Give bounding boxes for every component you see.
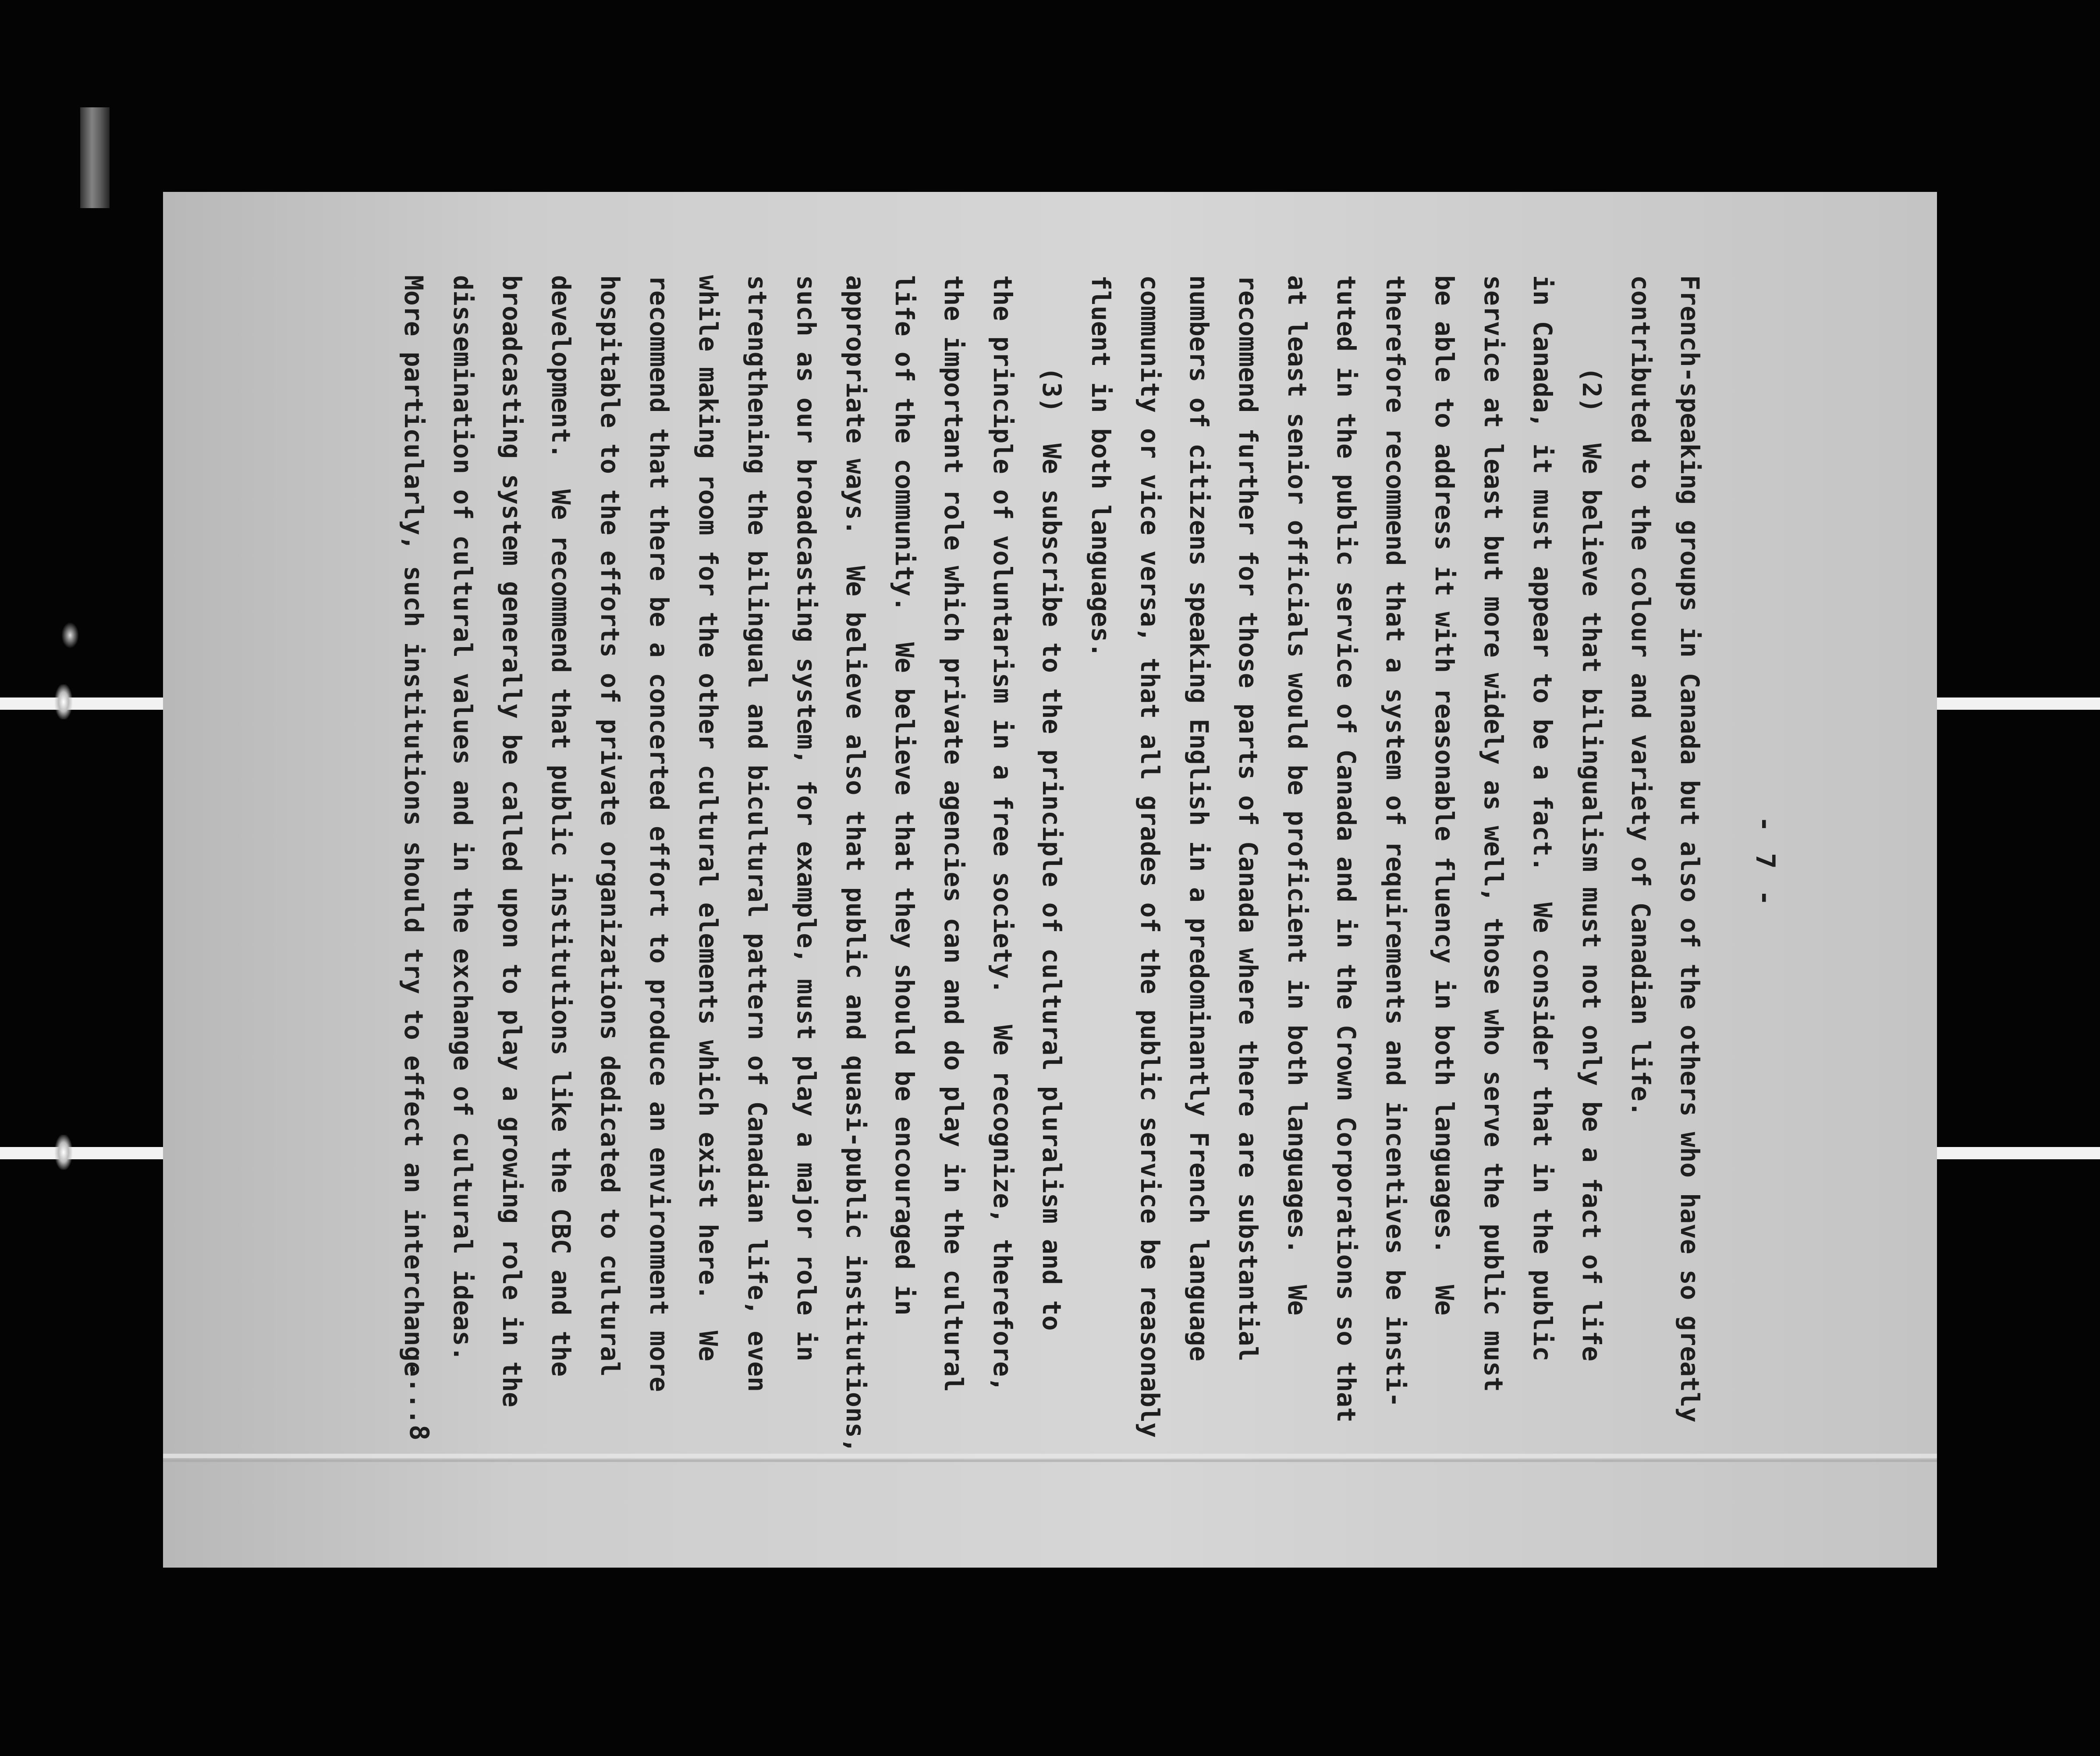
page-number: - 7 - bbox=[1750, 816, 1781, 909]
page-crease bbox=[163, 1454, 1937, 1458]
film-flare bbox=[55, 684, 72, 719]
film-light-band bbox=[0, 1147, 164, 1159]
film-light-band bbox=[1937, 1147, 2100, 1159]
text-line: recommend that there be a concerted effort to produce an environment more bbox=[644, 275, 674, 1392]
text-line: More particularly, such institutions should try to effect an interchange bbox=[399, 275, 429, 1377]
text-line: the important role which private agencies can and do play in the cultural bbox=[939, 275, 968, 1392]
text-line: at least senior officials would be proficient in both languages. We bbox=[1282, 275, 1312, 1316]
text-line: contributed to the colour and variety of Canadian life. bbox=[1626, 275, 1656, 1117]
text-line: fluent in both languages. bbox=[1086, 275, 1116, 658]
text-line: the principle of voluntarism in a free society. We recognize, therefore, bbox=[988, 275, 1018, 1392]
film-light-band bbox=[1937, 697, 2100, 710]
text-line: in Canada, it must appear to be a fact. We consider that in the public bbox=[1528, 275, 1557, 1362]
text-line: hospitable to the efforts of private organizations dedicated to cultural bbox=[595, 275, 625, 1377]
text-line: such as our broadcasting system, for example, must play a major role in bbox=[791, 275, 821, 1362]
text-line: dissemination of cultural values and in the exchange of cultural ideas. bbox=[448, 275, 478, 1362]
text-line: numbers of citizens speaking English in a predominantly French language bbox=[1184, 275, 1214, 1362]
text-line: strengthening the bilingual and bicultural pattern of Canadian life, even bbox=[742, 275, 772, 1392]
text-line: therefore recommend that a system of requirements and incentives be insti- bbox=[1380, 275, 1410, 1408]
typed-page bbox=[163, 192, 1937, 1568]
text-line: service at least but more widely as well, those who serve the public must bbox=[1479, 275, 1508, 1392]
text-line: development. We recommend that public institutions like the CBC and the bbox=[546, 275, 576, 1377]
text-line: community or vice versa, that all grades of the public service be reasonably bbox=[1135, 275, 1165, 1438]
text-line: French-speaking groups in Canada but also of the others who have so greatly bbox=[1675, 275, 1705, 1423]
text-line: (2) We believe that bilingualism must not only be a fact of life bbox=[1577, 275, 1607, 1362]
text-line: recommend further for those parts of Canada where there are substantial bbox=[1233, 275, 1263, 1362]
film-edge-artifact bbox=[80, 107, 110, 208]
film-flare bbox=[55, 1135, 72, 1170]
film-light-band bbox=[0, 697, 164, 710]
text-line: life of the community. We believe that they should be encouraged in bbox=[890, 275, 919, 1316]
body-text bbox=[389, 275, 1714, 1453]
text-line: tuted in the public service of Canada and in the Crown Corporations so that bbox=[1331, 275, 1361, 1423]
text-line: broadcasting system generally be called upon to play a growing role in the bbox=[497, 275, 527, 1408]
text-line: (3) We subscribe to the principle of cultural pluralism and to bbox=[1037, 275, 1067, 1331]
text-line: while making room for the other cultural elements which exist here. We bbox=[693, 275, 723, 1362]
continuation-marker: ....8 bbox=[404, 1361, 434, 1441]
text-line: be able to address it with reasonable fluency in both languages. We bbox=[1430, 275, 1459, 1316]
text-line: appropriate ways. We believe also that public and quasi-public institutions, bbox=[841, 275, 870, 1453]
page-crease-shadow bbox=[163, 1459, 1937, 1462]
film-mark bbox=[61, 622, 79, 648]
page-text-block bbox=[316, 275, 1806, 1453]
